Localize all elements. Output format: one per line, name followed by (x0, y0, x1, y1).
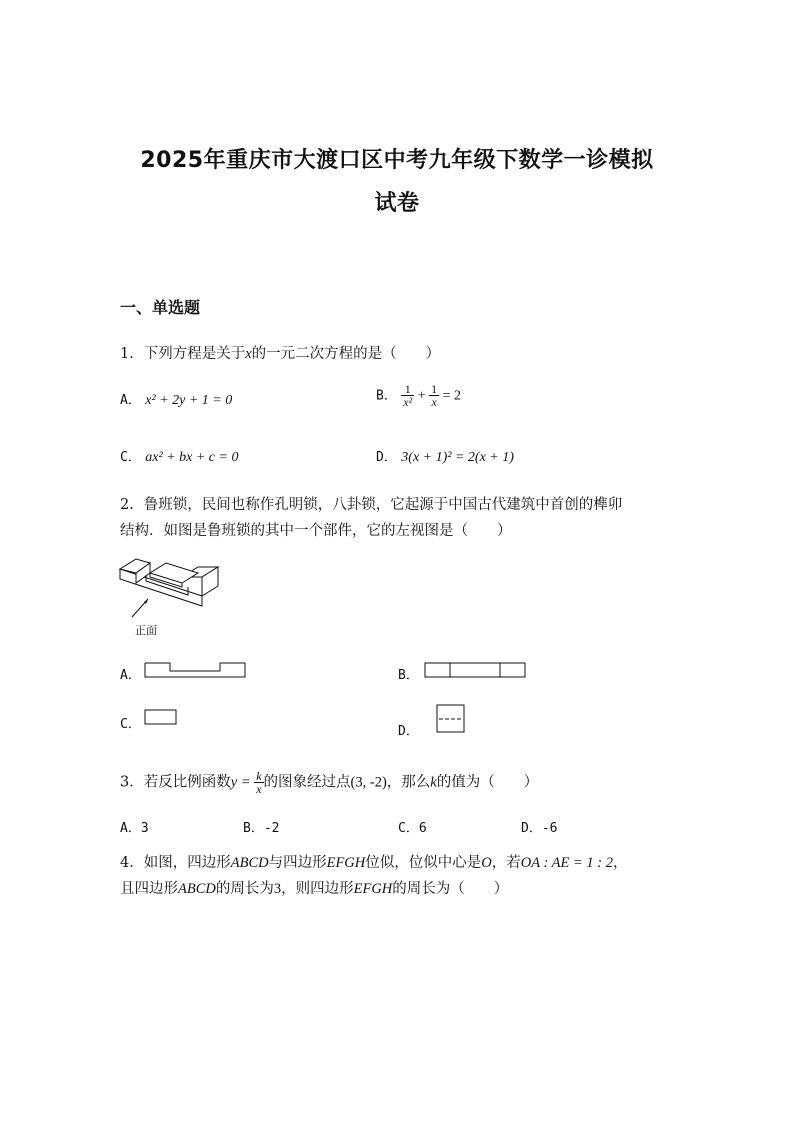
q3-option-a[interactable]: A．3 (120, 821, 149, 836)
page-title-line-1: 2025年重庆市大渡口区中考九年级下数学一诊模拟 (140, 148, 654, 173)
q2-option-c[interactable]: C． (120, 717, 141, 732)
q3-option-b[interactable]: B．-2 (243, 821, 280, 836)
fraction-1-over-x: $\frac{1}{x}$ (431, 382, 438, 409)
q2-option-b[interactable]: B． (398, 668, 419, 683)
question-4-stem-line-2: 且四边形ABCD的周长为3，则四边形EFGH的周长为（ ） (120, 881, 509, 897)
q2-option-d[interactable]: D． (398, 724, 419, 739)
q1-option-d[interactable]: D． 3(x + 1)² = 2(x + 1) (376, 450, 514, 465)
fraction-k-over-x: $\frac{k}{x}$ (256, 769, 262, 796)
q2-option-c-view-shape (144, 709, 178, 725)
question-1-stem: 1．下列方程是关于x的一元二次方程的是（ ） (120, 346, 441, 362)
q1-option-b[interactable]: B． $\frac{1}{\text{x²}}$ + $\frac{1}{x}$ = 2 (376, 382, 462, 409)
q1-option-a[interactable]: A． x² + 2y + 1 = 0 (120, 393, 233, 408)
q2-option-a-view-shape (144, 662, 246, 678)
q2-option-d-view-shape (436, 704, 466, 734)
question-2-stem-line-1: 2．鲁班锁，民间也称作孔明锁，八卦锁，它起源于中国古代建筑中首创的榫卯 (120, 497, 623, 513)
question-3-stem: 3．若反比例函数y = $\frac{k}{x}$ 的图象经过点(3, -2)，那么k的值为（ ） (120, 769, 539, 796)
q3-option-c[interactable]: C．6 (398, 821, 427, 836)
q1-option-c[interactable]: C． ax² + bx + c = 0 (120, 450, 239, 465)
page-title-line-2: 试卷 (374, 191, 420, 216)
question-2-stem-line-2: 结构．如图是鲁班锁的其中一个部件，它的左视图是（ ） (120, 523, 512, 539)
q2-option-b-view-shape (424, 662, 526, 678)
fraction-1-over-x-squared: $\frac{1}{\text{x²}}$ (403, 382, 413, 409)
figure-caption-front: 正面 (135, 624, 157, 637)
q3-option-d[interactable]: D．-6 (521, 821, 558, 836)
question-4-stem-line-1: 4．如图，四边形ABCD与四边形EFGH位似，位似中心是O，若OA : AE = 1 : 2， (120, 855, 628, 871)
luban-lock-figure (118, 555, 228, 615)
section-heading-single-choice: 一、单选题 (120, 298, 201, 317)
q2-option-a[interactable]: A． (120, 668, 141, 683)
